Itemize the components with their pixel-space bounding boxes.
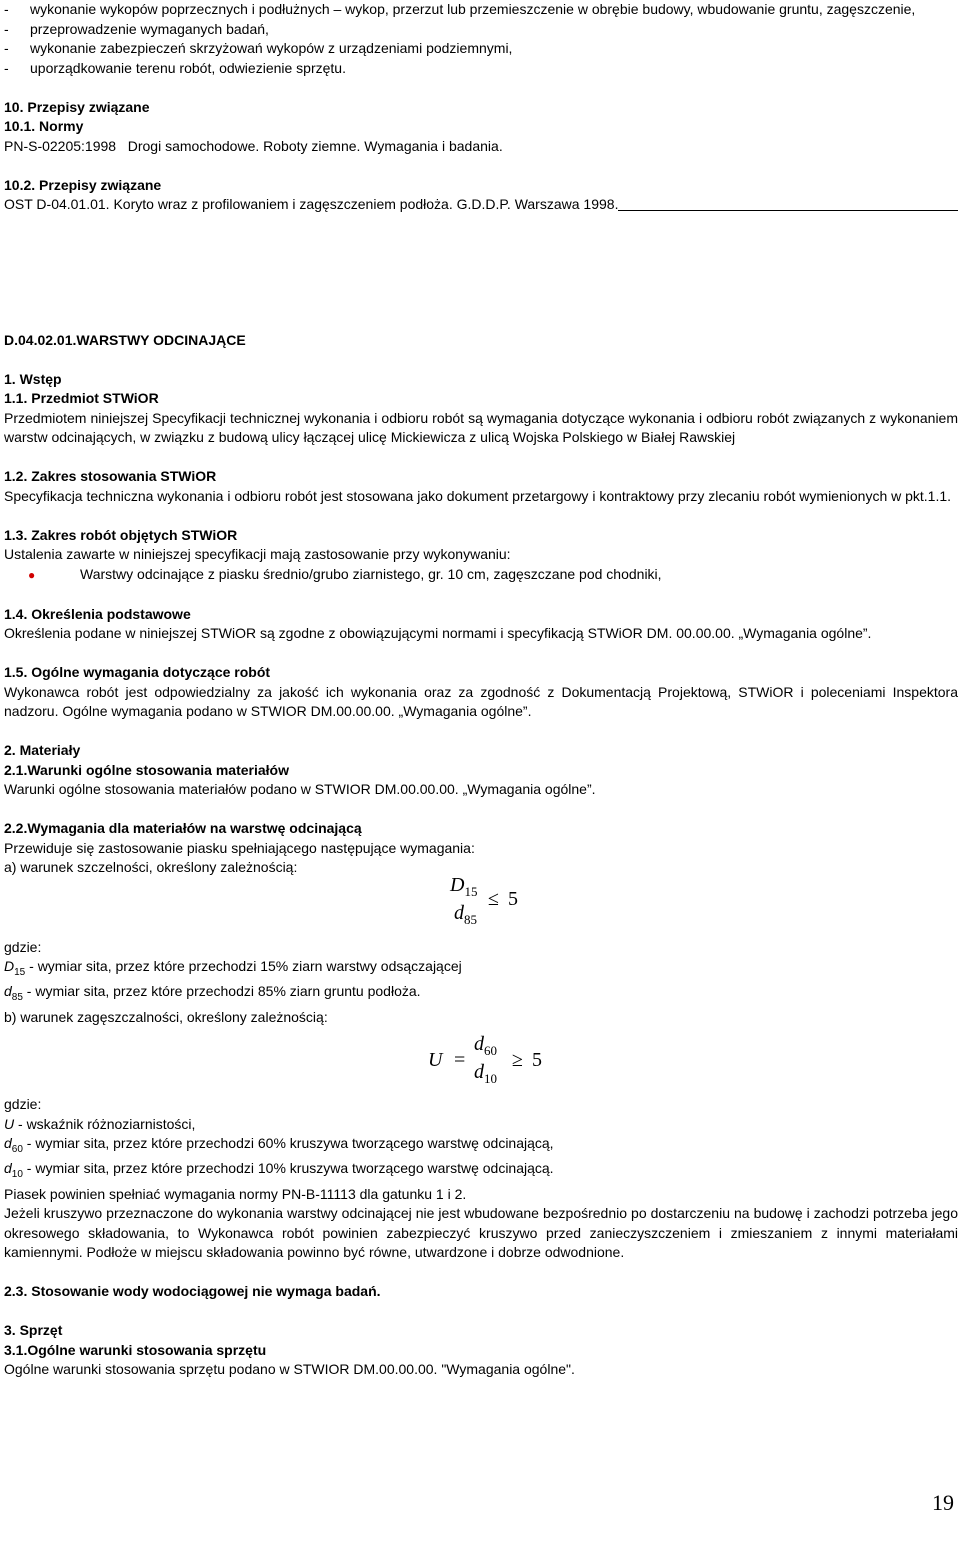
paragraph: Przedmiotem niniejszej Specyfikacji technicznej wykonania i odbioru robót są wymagania dotyczące wykonania i odbioru robót związanych z wykonaniem warstw odcinających, w związku z budową ulicy łączącej ulicę Mickiewicza z ulicą Wojska Polskiego w Białej Rawskiej [4,409,958,445]
definition: U - wskaźnik różnoziarnistości, [4,1115,196,1132]
regulation-reference: OST D-04.01.01. Koryto wraz z profilowaniem i zagęszczeniem podłoża. G.D.D.P. Warszawa 1998. [4,195,958,215]
section-heading: 2. Materiały [4,742,81,758]
formula-numerator: $D_{15}$ [450,873,478,899]
paragraph: a) warunek szczelności, określony zależnością: [4,859,298,875]
section-heading: 3. Sprzęt [4,1322,63,1339]
formula-rhs: 5 [508,887,518,910]
list-item: - wykonanie wykopów poprzecznych i podłużnych – wykop, przerzut lub przemieszczenie w obrębie budowy, wbudowanie gruntu, zagęszczenie, [4,1,916,17]
formula-operator: ≤ [488,887,499,910]
subsection-heading: 1.2. Zakres stosowania STWiOR [4,468,217,484]
formula-operator: ≥ [512,1049,523,1072]
paragraph: gdzie: [4,938,42,955]
formula-numerator: $d_{60}$ [474,1033,497,1059]
bullet-icon: ● [28,567,36,582]
subsection-heading: 1.1. Przedmiot STWiOR [4,390,159,406]
list-item: - przeprowadzenie wymaganych badań, [4,20,269,37]
formula-denominator: $d_{10}$ [474,1061,497,1087]
bullet-item: ● Warstwy odcinające z piasku średnio/grubo ziarnistego, gr. 10 cm, zagęszczane pod chodniki, [4,565,958,586]
paragraph: Przewiduje się zastosowanie piasku spełniającego następujące wymagania: [4,839,475,856]
subsection-heading: 2.3. Stosowanie wody wodociągowej nie wymaga badań. [4,1283,381,1300]
paragraph: gdzie: [4,1096,42,1113]
section-heading: 10. Przepisy związane [4,98,150,115]
section-heading: 1. Wstęp [4,370,62,387]
paragraph: Ustalenia zawarte w niniejszej specyfikacji mają zastosowanie przy wykonywaniu: [4,546,511,562]
formula-filtration [4,873,958,938]
page-number: 19 [932,1490,954,1515]
paragraph: Specyfikacja techniczna wykonania i odbioru robót jest stosowana jako dokument przetargowy i kontraktowy przy zlecaniu robót wymienionych w pkt.1.1. [4,487,952,504]
norm-reference: PN-S-02205:1998 Drogi samochodowe. Roboty ziemne. Wymagania i badania. [4,137,503,154]
paragraph: Piasek powinien spełniać wymagania normy PN-B-11113 dla gatunku 1 i 2. [4,1185,467,1202]
definition: $d_{85}$ - wymiar sita, przez które przechodzi 85% ziarn gruntu podłoża. [4,983,421,1004]
subsection-heading: 2.2.Wymagania dla materiałów na warstwę odcinającą [4,820,362,836]
list-item: - uporządkowanie terenu robót, odwiezienie sprzętu. [4,59,346,76]
paragraph: Określenia podane w niniejszej STWiOR są zgodne z obowiązującymi normami i specyfikacją STWiOR DM. 00.00.00. „Wymagania ogólne”. [4,625,872,641]
paragraph: b) warunek zagęszczalności, określony zależnością: [4,1008,328,1025]
subsection-heading: 3.1.Ogólne warunki stosowania sprzętu [4,1341,267,1358]
paragraph: Warunki ogólne stosowania materiałów podano w STWIOR DM.00.00.00. „Wymagania ogólne”. [4,781,596,797]
definition: $d_{10}$ - wymiar sita, przez które przechodzi 10% kruszywa tworzącego warstwę odcinającą. [4,1160,554,1181]
subsection-heading: 1.4. Określenia podstawowe [4,605,191,622]
underline-filler [618,195,958,211]
subsection-heading: 10.2. Przepisy związane [4,176,162,193]
formula-uniformity [4,1027,958,1095]
document-page [4,0,958,1380]
formula-rhs: 5 [532,1049,542,1072]
definition: $D_{15}$ - wymiar sita, przez które przechodzi 15% ziarn warstwy odsączającej [4,958,462,978]
subsection-heading: 1.5. Ogólne wymagania dotyczące robót [4,664,271,680]
formula-denominator: $d_{85}$ [454,901,477,927]
paragraph: Wykonawca robót jest odpowiedzialny za jakość ich wykonania oraz za zgodność z Dokumentacją Projektową, STWiOR i poleceniami Inspektora nadzoru. Ogólne wymagania podano w STWIOR DM.00.00.00. „Wymagania ogólne”. [4,683,958,719]
paragraph: Jeżeli kruszywo przeznaczone do wykonania warstwy odcinającej nie jest wbudowane bezpośrednio po dostarczeniu na budowę i zachodzi potrzeba jego okresowego składowania, to Wykonawca robót powinien zabezpieczyć kruszywo przed zanieczyszczeniem i zmieszaniem z innymi materiałami kamiennymi. Podłoże w miejscu składowania powinno być równe, utwardzone i dobrze odwodnione. [4,1205,958,1261]
subsection-heading: 10.1. Normy [4,118,84,134]
subsection-heading: 1.3. Zakres robót objętych STWiOR [4,526,238,543]
list-item: - wykonanie zabezpieczeń skrzyżowań wykopów z urządzeniami podziemnymi, [4,40,513,56]
formula-lhs: U [428,1049,443,1072]
definition: $d_{60}$ - wymiar sita, przez które przechodzi 60% kruszywa tworzącego warstwę odcinającą, [4,1135,554,1155]
document-title: D.04.02.01.WARSTWY ODCINAJĄCE [4,331,246,348]
formula-equals: = [454,1049,466,1072]
paragraph: Ogólne warunki stosowania sprzętu podano w STWIOR DM.00.00.00. "Wymagania ogólne". [4,1361,575,1378]
subsection-heading: 2.1.Warunki ogólne stosowania materiałów [4,761,289,778]
